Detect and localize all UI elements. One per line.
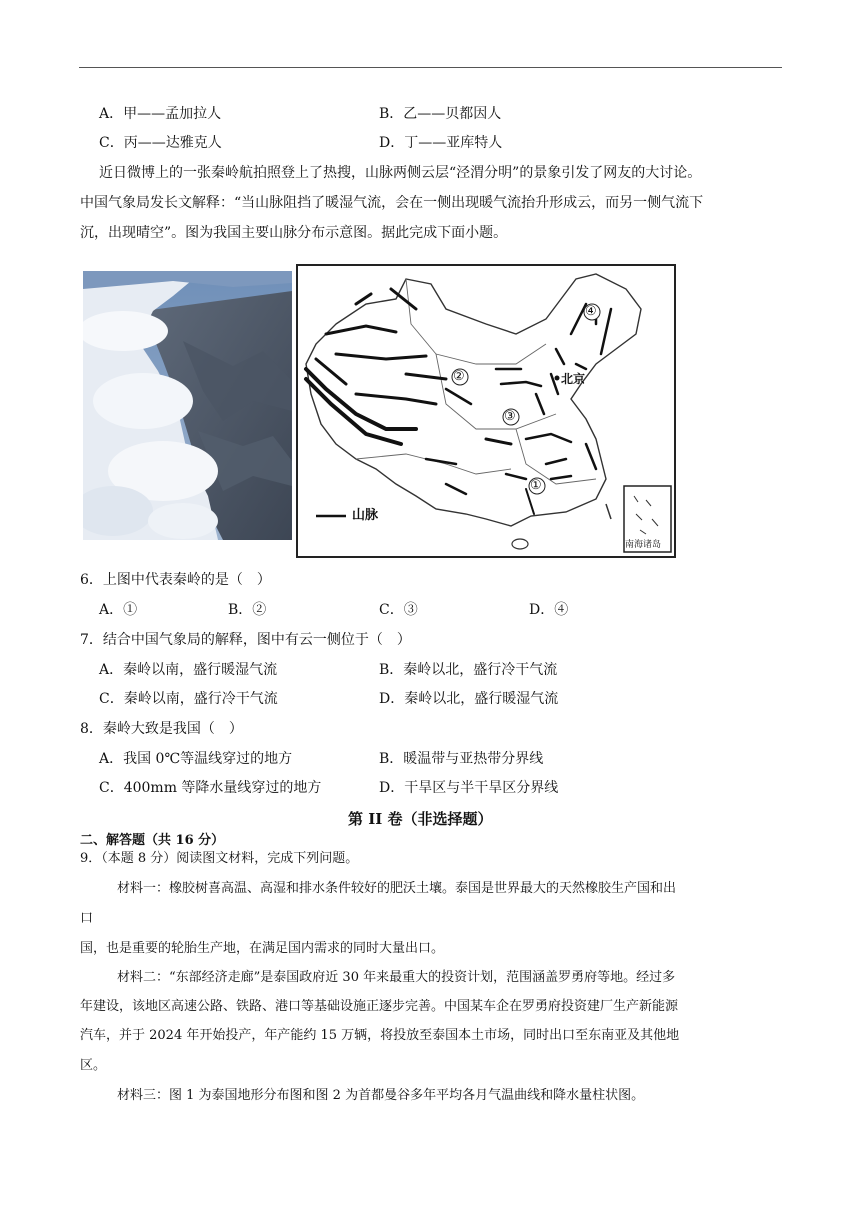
header-rule <box>79 67 782 68</box>
beijing-marker <box>555 376 560 381</box>
q6-option-b: B．② <box>228 602 267 618</box>
q8-option-a: A．我国 0℃等温线穿过的地方 <box>99 751 293 767</box>
q9-material1-line2: 口 <box>80 911 94 926</box>
prev-option-c: C．丙——达雅克人 <box>99 135 222 151</box>
q9-material1-line1: 材料一：橡胶树喜高温、高湿和排水条件较好的肥沃土壤。泰国是世界最大的天然橡胶生产国和出 <box>117 881 677 896</box>
prev-option-d: D．丁——亚库特人 <box>379 135 503 151</box>
map-legend-label: 山脉 <box>352 508 379 523</box>
china-mountain-map <box>296 264 676 558</box>
q9-stem: 9．（本题 8 分）阅读图文材料，完成下列问题。 <box>80 851 359 866</box>
q6-option-d: D．④ <box>529 602 569 618</box>
q7-option-c: C．秦岭以南，盛行冷干气流 <box>99 691 278 707</box>
q9-material2-line2: 年建设，该地区高速公路、铁路、港口等基础设施正逐步完善。中国某车企在罗勇府投资建厂生产新能源 <box>80 999 679 1014</box>
intro-line-1: 近日微博上的一张秦岭航拍照登上了热搜，山脉两侧云层“泾渭分明”的景象引发了网友的大讨论。 <box>99 165 702 181</box>
q6-option-a: A．① <box>99 602 138 618</box>
q8-option-d: D．干旱区与半干旱区分界线 <box>379 780 559 796</box>
q8-stem: 8．秦岭大致是我国（ ） <box>80 721 243 737</box>
q7-option-a: A．秦岭以南，盛行暖湿气流 <box>99 662 278 678</box>
prev-option-b: B．乙——贝都因人 <box>379 106 502 122</box>
q9-material3-line1: 材料三：图 1 为泰国地形分布图和图 2 为首都曼谷多年平均各月气温曲线和降水量柱状图。 <box>117 1088 645 1103</box>
q7-stem: 7．结合中国气象局的解释，图中有云一侧位于（ ） <box>80 632 411 648</box>
map-label-2: ② <box>453 369 465 384</box>
map-label-4: ④ <box>585 304 597 319</box>
map-label-1: ① <box>530 478 542 493</box>
intro-line-3: 沉，出现晴空”。图为我国主要山脉分布示意图。据此完成下面小题。 <box>80 225 508 241</box>
prev-option-a: A．甲——孟加拉人 <box>99 106 222 122</box>
q9-material2-line4: 区。 <box>80 1058 107 1073</box>
q8-option-c: C．400mm 等降水量线穿过的地方 <box>99 780 322 796</box>
map-label-beijing: 北京 <box>561 372 586 386</box>
q7-option-b: B．秦岭以北，盛行冷干气流 <box>379 662 558 678</box>
q8-option-b: B．暖温带与亚热带分界线 <box>379 751 544 767</box>
q7-option-d: D．秦岭以北，盛行暖湿气流 <box>379 691 559 707</box>
q9-material1-line3: 国，也是重要的轮胎生产地，在满足国内需求的同时大量出口。 <box>80 941 445 956</box>
q9-material2-line3: 汽车，并于 2024 年开始投产，年产能约 15 万辆，将投放至泰国本土市场，同时出口至东南亚及其他地 <box>80 1028 680 1043</box>
section-title: 第 II 卷（非选择题） <box>348 810 493 828</box>
q6-stem: 6．上图中代表秦岭的是（ ） <box>80 572 271 588</box>
q6-option-c: C．③ <box>379 602 418 618</box>
map-label-3: ③ <box>504 409 516 424</box>
section-part-heading: 二、解答题（共 16 分） <box>80 833 225 848</box>
q9-material2-line1: 材料二：“东部经济走廊”是泰国政府近 30 年来最重大的投资计划，范围涵盖罗勇府等地。经过多 <box>117 970 676 985</box>
intro-line-2: 中国气象局发长文解释：“当山脉阻挡了暖湿气流，会在一侧出现暖气流抬升形成云，而另一侧气流下 <box>80 195 704 211</box>
map-inset-label: 南海诸岛 <box>625 540 662 550</box>
qinling-aerial-photo <box>83 271 292 540</box>
